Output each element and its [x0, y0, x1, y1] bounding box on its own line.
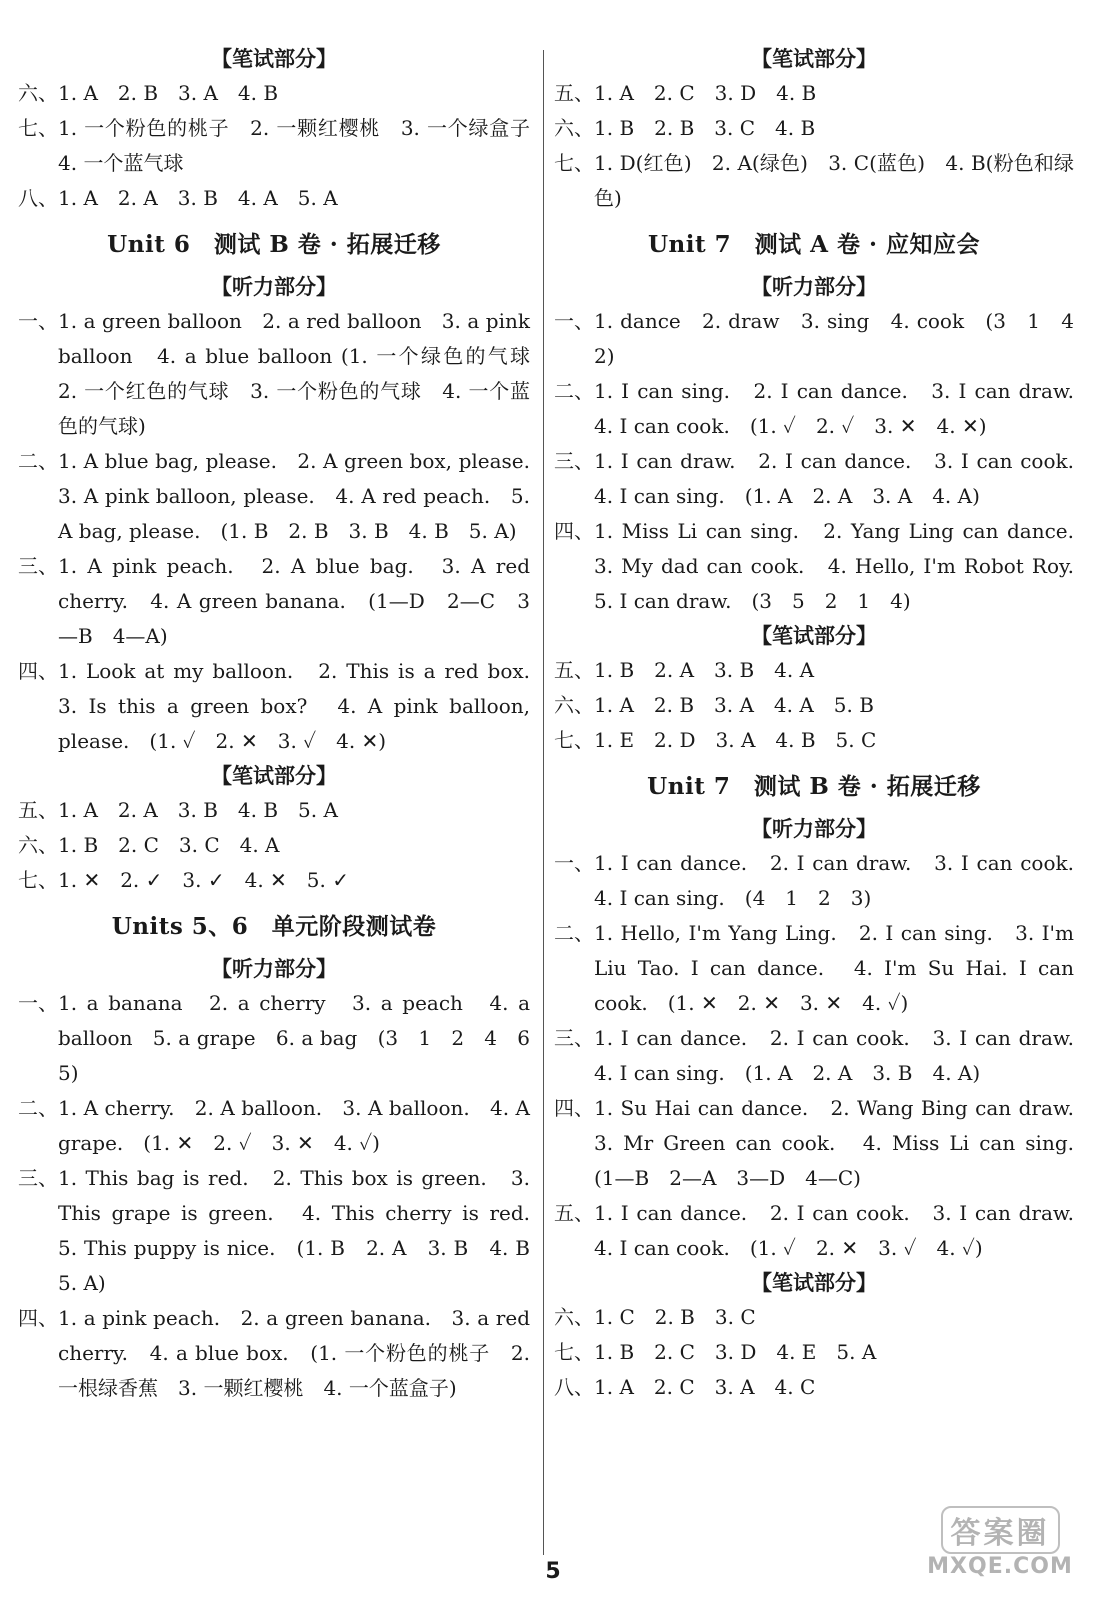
answer-text: 1. I can dance. 2. I can cook. 3. I can draw. 4. I can sing. (1. A 2. A 3. B 4. A) — [594, 1026, 1094, 1085]
question-number: 三、 — [18, 1166, 58, 1190]
unit-title: Unit 7 测试 A 卷 · 应知应会 — [647, 231, 981, 258]
answer-text: 1. Su Hai can dance. 2. Wang Bing can draw. 3. Mr Green can cook. 4. Miss Li can sing. (1—B 2—A 3—D 4—C) — [594, 1096, 1094, 1190]
answer-text: 1. B 2. A 3. B 4. A — [594, 658, 815, 682]
answer-item — [554, 444, 1094, 514]
answer-text: 1. A 2. A 3. B 4. B 5. A — [58, 798, 338, 822]
answer-item — [554, 1300, 1074, 1335]
answer-item — [554, 111, 1074, 146]
page-number: 5 — [545, 1559, 561, 1584]
answer-text: 1. Miss Li can sing. 2. Yang Ling can dance. 3. My dad can cook. 4. Hello, I'm Robot Roy. 5. I can draw. (3 5 2 1 4) — [594, 519, 1094, 613]
answer-text: 1. A 2. B 3. A 4. B — [58, 81, 279, 105]
answer-item — [18, 304, 550, 444]
question-number: 四、 — [554, 519, 594, 543]
section-header: 【笔试部分】 — [211, 763, 337, 788]
question-number: 五、 — [554, 658, 594, 682]
answer-text: 1. A cherry. 2. A balloon. 3. A balloon. 4. A grape. (1. ✕ 2. ✓ 3. ✕ 4. ✓) — [58, 1096, 530, 1155]
answer-text: 1. A blue bag, please. 2. A green box, please. 3. A pink balloon, please. 4. A red peach. 5. A bag, please. (1. B 2. B 3. B 4. B 5. A) — [58, 449, 550, 543]
section-header: 【听力部分】 — [751, 816, 877, 841]
question-number: 一、 — [18, 991, 58, 1015]
answer-item — [554, 688, 1074, 723]
answer-item — [18, 863, 530, 898]
answer-item — [18, 654, 550, 759]
question-number: 二、 — [18, 449, 58, 473]
question-number: 七、 — [18, 116, 58, 140]
question-number: 一、 — [18, 309, 58, 333]
answer-text: 1. a pink peach. 2. a green banana. 3. a red cherry. 4. a blue box. (1. 一个粉色的桃子 2. 一根绿香蕉 3. 一颗红樱桃 4. 一个蓝盒子) — [58, 1306, 530, 1400]
answer-item — [554, 653, 1074, 688]
answer-text: 1. I can dance. 2. I can draw. 3. I can cook. 4. I can sing. (4 1 2 3) — [594, 851, 1094, 910]
left-column — [18, 42, 550, 1406]
unit-title: Unit 6 测试 B 卷 · 拓展迁移 — [107, 231, 441, 258]
section-header: 【听力部分】 — [751, 274, 877, 299]
right-column — [554, 42, 1094, 1405]
answer-item — [554, 723, 1074, 758]
section-header: 【听力部分】 — [211, 274, 337, 299]
answer-item — [18, 549, 530, 654]
question-number: 二、 — [18, 1096, 58, 1120]
column-divider — [543, 50, 544, 1555]
question-number: 四、 — [554, 1096, 594, 1120]
answer-text: 1. dance 2. draw 3. sing 4. cook (3 1 4 2) — [594, 309, 1094, 368]
answer-text: 1. This bag is red. 2. This box is green. 3. This grape is green. 4. This cherry is red. 5. This puppy is nice. (1. B 2. A 3. B 4. B 5. A) — [58, 1166, 550, 1295]
answer-text: 1. a banana 2. a cherry 3. a peach 4. a balloon 5. a grape 6. a bag (3 1 2 4 6 5) — [58, 991, 550, 1085]
answer-text: 1. A 2. B 3. A 4. A 5. B — [594, 693, 874, 717]
answer-text: 1. B 2. C 3. C 4. A — [58, 833, 280, 857]
question-number: 七、 — [554, 151, 594, 175]
answer-item — [554, 916, 1074, 1021]
answer-text: 1. Look at my balloon. 2. This is a red box. 3. Is this a green box? 4. A pink balloon, please. (1. ✓ 2. ✕ 3. ✓ 4. ✕) — [58, 659, 550, 753]
answer-text: 1. ✕ 2. ✓ 3. ✓ 4. ✕ 5. ✓ — [58, 868, 349, 892]
answer-item — [18, 828, 530, 863]
answer-item — [18, 181, 530, 216]
question-number: 七、 — [18, 868, 58, 892]
answer-item — [554, 1021, 1094, 1091]
answer-item — [18, 1301, 530, 1406]
watermark-logo — [910, 1506, 1090, 1596]
question-number: 六、 — [554, 116, 594, 140]
answer-text: 1. A 2. C 3. A 4. C — [594, 1375, 816, 1399]
question-number: 二、 — [554, 921, 594, 945]
answer-text: 1. A 2. A 3. B 4. A 5. A — [58, 186, 338, 210]
answer-text: 1. I can dance. 2. I can cook. 3. I can draw. 4. I can cook. (1. ✓ 2. ✕ 3. ✓ 4. ✓) — [594, 1201, 1094, 1260]
answer-item — [554, 846, 1094, 916]
section-header: 【笔试部分】 — [751, 623, 877, 648]
question-number: 八、 — [18, 186, 58, 210]
unit-title: Unit 7 测试 B 卷 · 拓展迁移 — [647, 773, 981, 800]
answer-item — [554, 146, 1074, 216]
question-number: 三、 — [554, 1026, 594, 1050]
question-number: 六、 — [554, 1305, 594, 1329]
question-number: 七、 — [554, 728, 594, 752]
answer-text: 1. I can draw. 2. I can dance. 3. I can cook. 4. I can sing. (1. A 2. A 3. A 4. A) — [594, 449, 1094, 508]
section-header: 【听力部分】 — [211, 956, 337, 981]
answer-item — [18, 76, 530, 111]
question-number: 七、 — [554, 1340, 594, 1364]
answer-text: 1. 一个粉色的桃子 2. 一颗红樱桃 3. 一个绿盒子 4. 一个蓝气球 — [58, 116, 550, 175]
answer-item — [18, 1161, 550, 1301]
answer-item — [18, 986, 550, 1091]
question-number: 三、 — [554, 449, 594, 473]
answer-text: 1. A 2. C 3. D 4. B — [594, 81, 817, 105]
question-number: 四、 — [18, 1306, 58, 1330]
answer-text: 1. B 2. B 3. C 4. B — [594, 116, 816, 140]
answer-item — [554, 1335, 1074, 1370]
answer-item — [554, 514, 1094, 619]
question-number: 四、 — [18, 659, 58, 683]
answer-item — [18, 111, 550, 181]
answer-item — [554, 1370, 1074, 1405]
question-number: 三、 — [18, 554, 58, 578]
answer-text: 1. C 2. B 3. C — [594, 1305, 756, 1329]
answer-item — [554, 76, 1074, 111]
section-header: 【笔试部分】 — [751, 46, 877, 71]
answer-text: 1. Hello, I'm Yang Ling. 2. I can sing. 3. I'm Liu Tao. I can dance. 4. I'm Su Hai. I can cook. (1. ✕ 2. ✕ 3. ✕ 4. ✓) — [594, 921, 1074, 1015]
question-number: 五、 — [554, 1201, 594, 1225]
answer-item — [554, 1091, 1094, 1196]
answer-item — [18, 793, 530, 828]
answer-text: 1. I can sing. 2. I can dance. 3. I can draw. 4. I can cook. (1. ✓ 2. ✓ 3. ✕ 4. ✕) — [594, 379, 1094, 438]
question-number: 五、 — [554, 81, 594, 105]
question-number: 五、 — [18, 798, 58, 822]
question-number: 六、 — [554, 693, 594, 717]
answer-item — [554, 1196, 1094, 1266]
section-header: 【笔试部分】 — [211, 46, 337, 71]
answer-item — [554, 304, 1094, 374]
watermark-domain: MXQE.COM — [927, 1554, 1073, 1579]
answer-text: 1. a green balloon 2. a red balloon 3. a pink balloon 4. a blue balloon (1. 一个绿色的气球 2. 一个红色的气球 3. 一个粉色的气球 4. 一个蓝色的气球) — [58, 309, 550, 438]
watermark-logo-text: 答案圈 — [941, 1506, 1060, 1554]
question-number: 二、 — [554, 379, 594, 403]
section-header: 【笔试部分】 — [751, 1270, 877, 1295]
unit-title: Units 5、6 单元阶段测试卷 — [111, 913, 437, 940]
answer-text: 1. E 2. D 3. A 4. B 5. C — [594, 728, 877, 752]
question-number: 六、 — [18, 833, 58, 857]
answer-text: 1. A pink peach. 2. A blue bag. 3. A red cherry. 4. A green banana. (1—D 2—C 3—B 4—A) — [58, 554, 530, 648]
question-number: 一、 — [554, 309, 594, 333]
question-number: 一、 — [554, 851, 594, 875]
answer-text: 1. B 2. C 3. D 4. E 5. A — [594, 1340, 877, 1364]
answer-item — [554, 374, 1094, 444]
answer-item — [18, 444, 550, 549]
answer-item — [18, 1091, 530, 1161]
question-number: 六、 — [18, 81, 58, 105]
question-number: 八、 — [554, 1375, 594, 1399]
answer-text: 1. D(红色) 2. A(绿色) 3. C(蓝色) 4. B(粉色和绿色) — [594, 151, 1074, 210]
